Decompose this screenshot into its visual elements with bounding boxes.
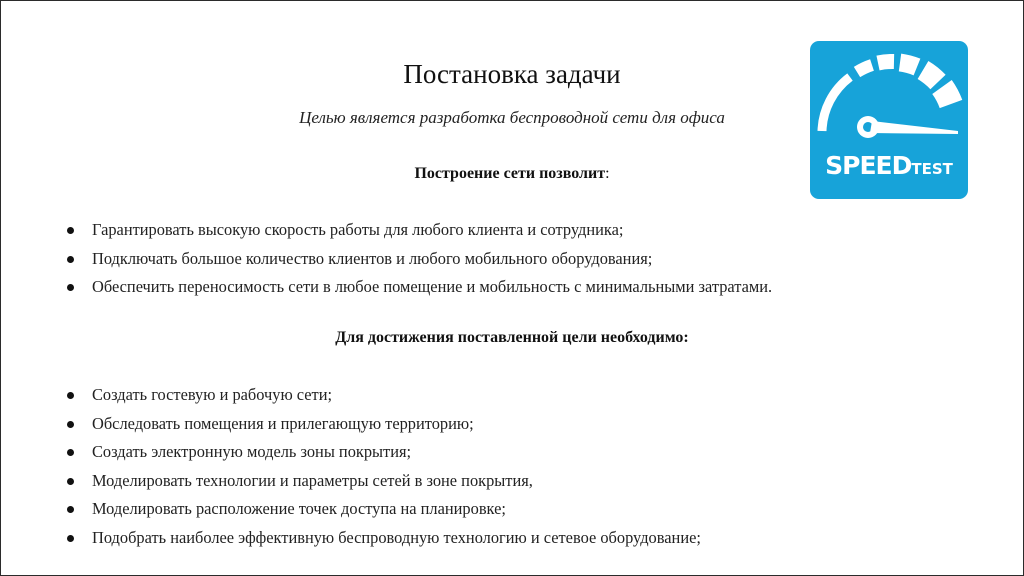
- list-item: [65, 381, 701, 410]
- list-item-text: Подобрать наиболее эффективную беспроводную технологию и сетевое оборудование;: [92, 527, 701, 547]
- list-item: [65, 216, 772, 245]
- bullet-list-tasks: [65, 381, 701, 552]
- list-item: [65, 273, 772, 302]
- subtitle: Целью является разработка беспроводной сети для офиса: [299, 108, 725, 127]
- list-item: [65, 410, 701, 439]
- section-heading-requirements: Для достижения поставленной цели необходимо:: [335, 329, 689, 346]
- list-item-text: Моделировать расположение точек доступа на планировке;: [92, 499, 506, 518]
- list-item-text: Создать электронную модель зоны покрытия;: [92, 442, 412, 461]
- bullet-icon: [67, 392, 74, 399]
- section-heading-text: Построение сети позволит: [414, 165, 606, 182]
- list-item: [65, 495, 701, 524]
- list-item: [65, 438, 701, 467]
- logo-text-speed: SPEED: [825, 151, 912, 180]
- bullet-icon: [67, 535, 74, 542]
- list-item: [65, 467, 701, 496]
- speedtest-logo-text: [810, 151, 968, 180]
- bullet-icon: [67, 421, 74, 428]
- list-item-text: Подключать большое количество клиентов и любого мобильного оборудования;: [92, 248, 653, 268]
- list-item: [65, 524, 701, 553]
- list-item-text: Моделировать технологии и параметры сетей в зоне покрытия,: [92, 470, 533, 490]
- bullet-icon: [67, 284, 74, 291]
- bullet-icon: [67, 506, 74, 513]
- list-item-text: Гарантировать высокую скорость работы для любого клиента и сотрудника;: [92, 220, 624, 239]
- logo-text-test: TEST: [911, 160, 953, 178]
- list-item-text: Обследовать помещения и прилегающую территорию;: [92, 413, 474, 433]
- speedtest-logo: [810, 41, 968, 199]
- list-item-text: Обеспечить переносимость сети в любое помещение и мобильность с минимальными затратами.: [92, 277, 773, 296]
- page-title-text: Постановка задачи: [403, 59, 621, 89]
- section-heading-colon: :: [605, 165, 610, 182]
- bullet-icon: [67, 449, 74, 456]
- bullet-list-benefits: [65, 216, 772, 302]
- bullet-icon: [67, 256, 74, 263]
- list-item: [65, 245, 772, 274]
- bullet-icon: [67, 478, 74, 485]
- list-item-text: Создать гостевую и рабочую сети;: [92, 385, 333, 404]
- bullet-icon: [67, 227, 74, 234]
